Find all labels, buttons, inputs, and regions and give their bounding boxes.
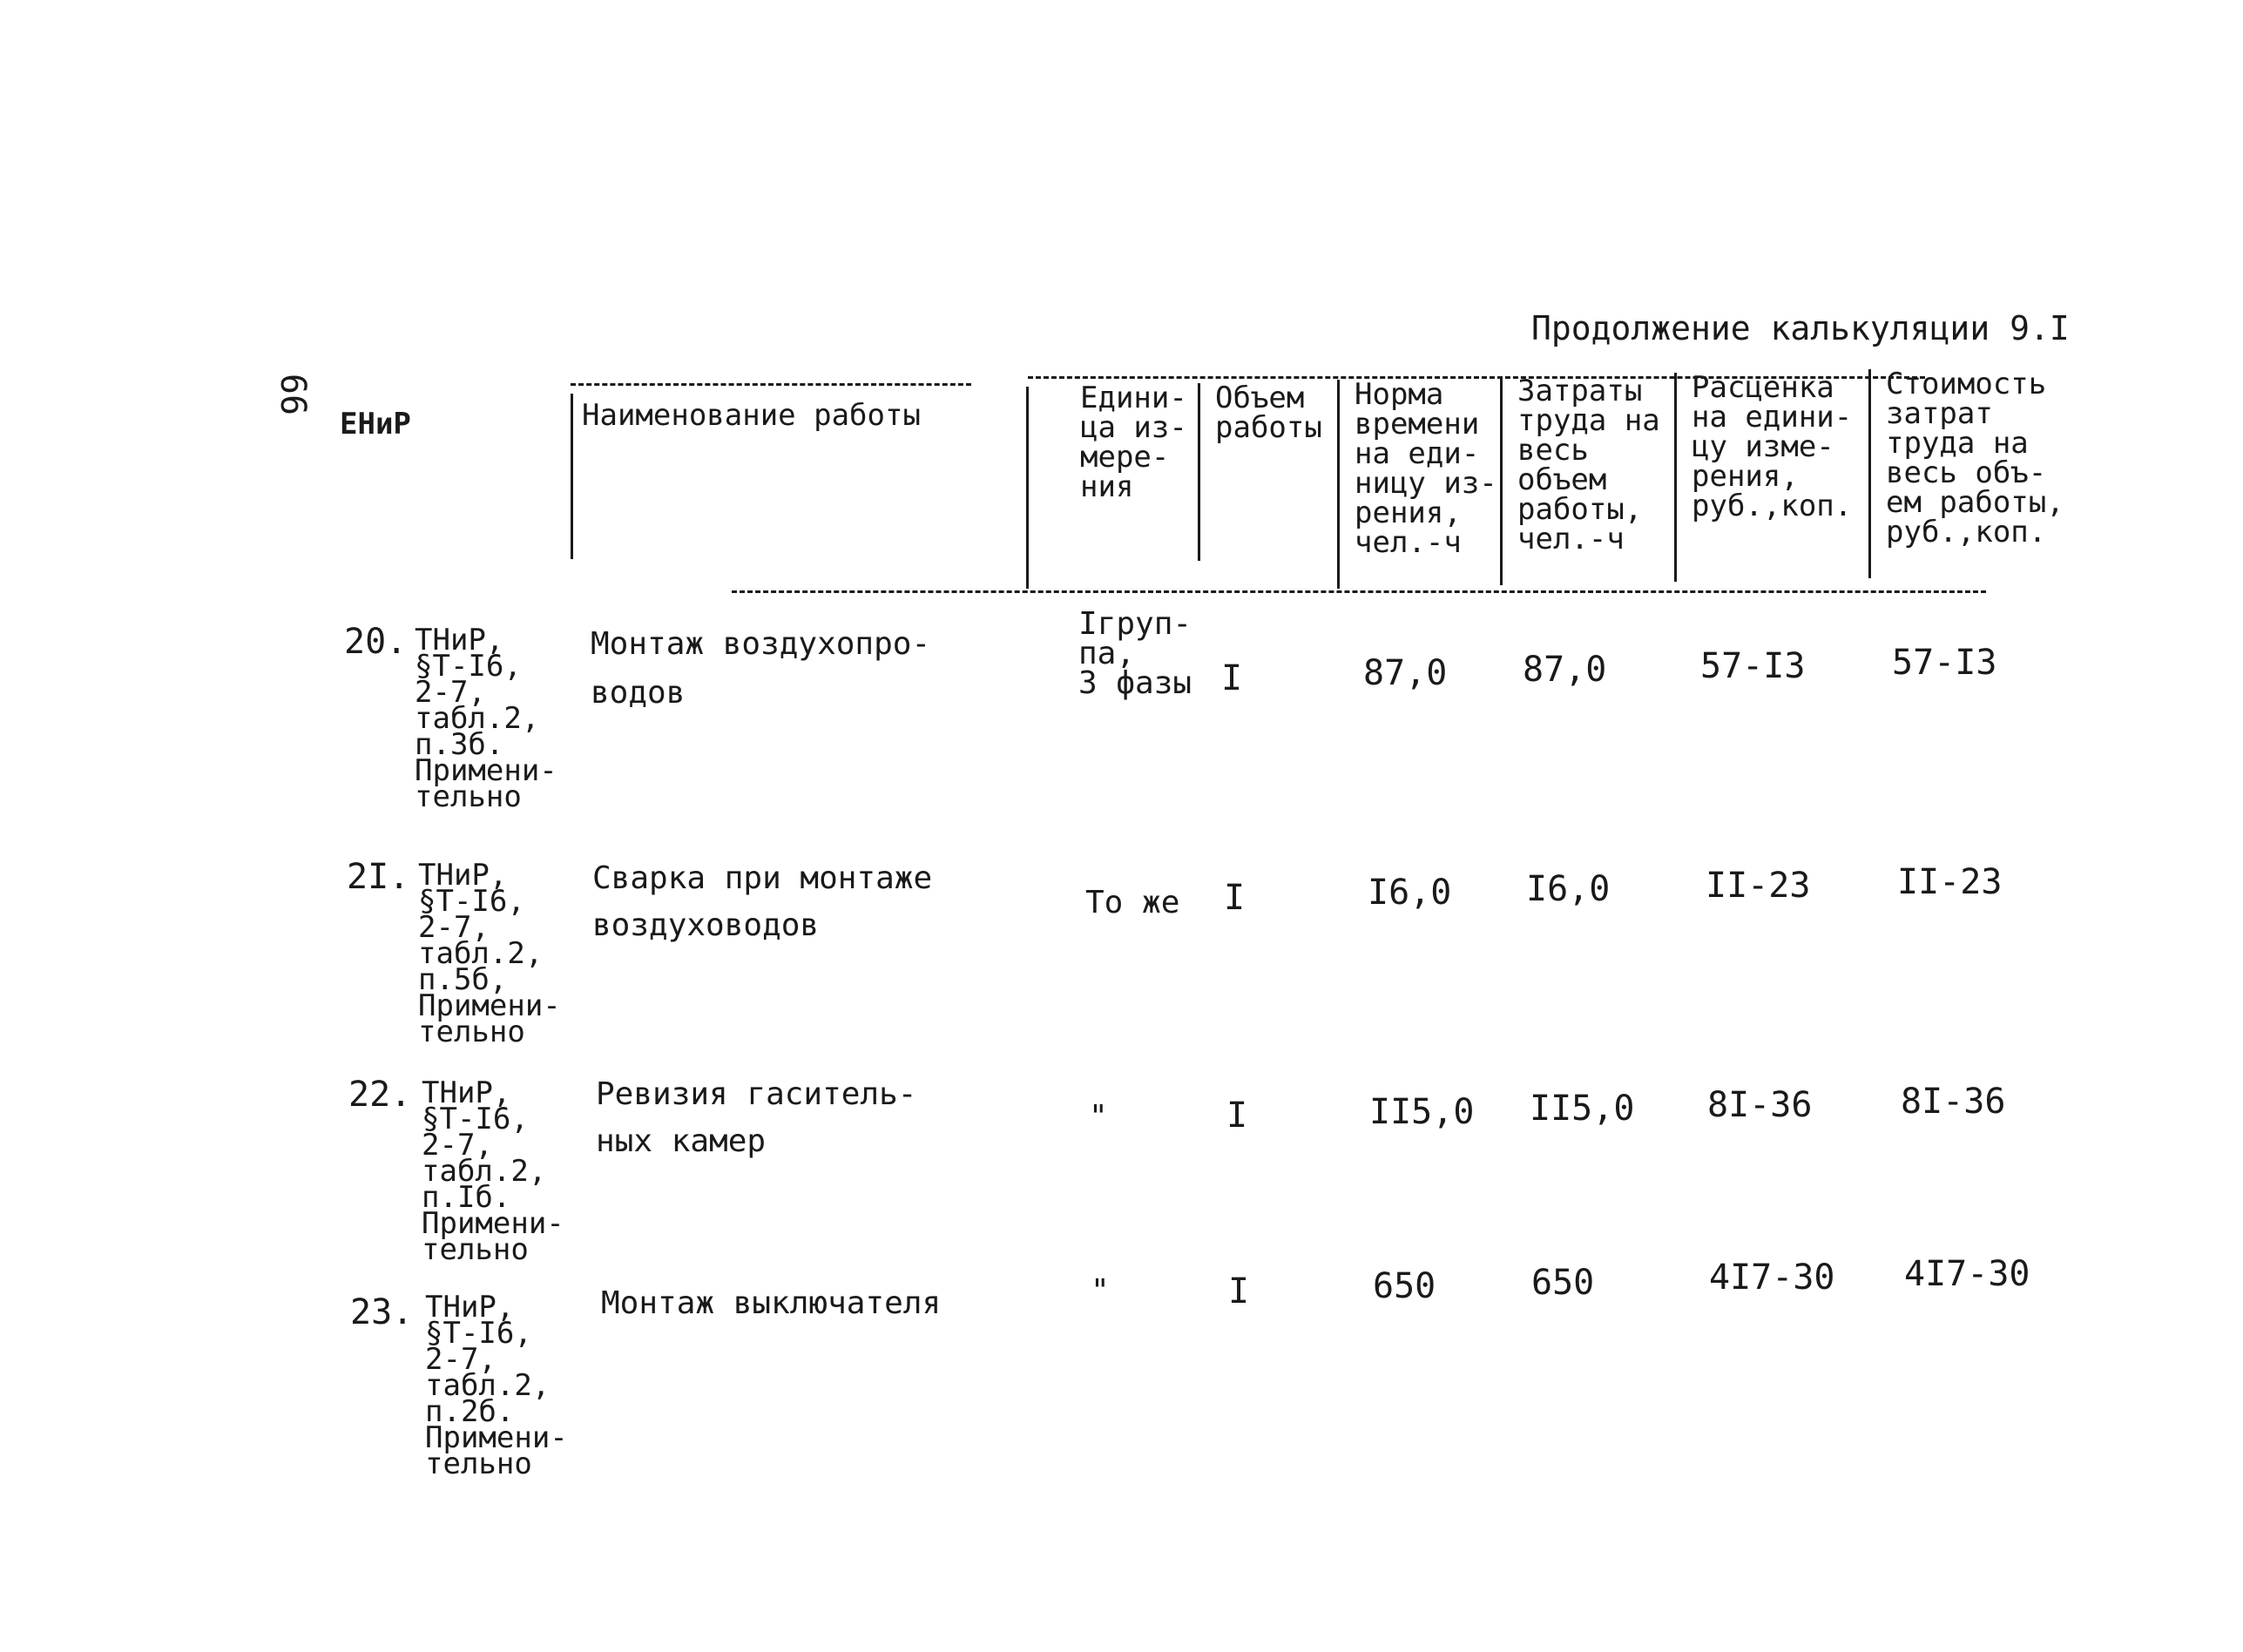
header-enir: ЕНиР <box>340 407 411 442</box>
header-unit: Едини- ца из- мере- ния <box>1080 381 1187 504</box>
row-unit: То же <box>1085 885 1180 920</box>
column-divider <box>1337 380 1340 589</box>
row-cost-total: 8I-36 <box>1901 1082 2006 1122</box>
row-labor-total: II5,0 <box>1530 1089 1635 1129</box>
row-volume: I <box>1224 878 1246 918</box>
header-bottom-rule <box>732 590 1986 593</box>
continuation-title: Продолжение калькуляции 9.I <box>1531 309 2070 347</box>
header-labor-total: Затраты труда на весь объем работы, чел.-ч <box>1517 374 1660 556</box>
column-divider <box>571 394 573 559</box>
row-time-norm: I6,0 <box>1368 873 1452 913</box>
row-rate: II-23 <box>1706 866 1811 906</box>
row-rate: 4I7-30 <box>1709 1258 1835 1298</box>
row-volume: I <box>1226 1096 1248 1136</box>
row-time-norm: 87,0 <box>1363 653 1448 693</box>
row-labor-total: 650 <box>1531 1263 1595 1303</box>
row-reference: ТНиР, §Т-I6, 2-7, табл.2, п.5б, Примени- тельно <box>418 858 561 1049</box>
row-labor-total: 87,0 <box>1523 650 1607 690</box>
header-volume: Объем работы <box>1215 381 1322 445</box>
row-labor-total: I6,0 <box>1526 869 1611 909</box>
row-rate: 8I-36 <box>1707 1085 1813 1125</box>
row-work-name: Монтаж выключателя <box>601 1285 942 1321</box>
row-number: 2I. <box>347 857 410 897</box>
column-divider <box>1674 373 1677 582</box>
row-cost-total: 57-I3 <box>1892 643 1997 683</box>
row-work-name: Сварка при монтаже воздуховодов <box>592 860 933 943</box>
header-rate: Расценка на едини- цу изме- рения, руб.,коп. <box>1692 370 1853 523</box>
row-time-norm: II5,0 <box>1369 1092 1475 1132</box>
row-unit: " <box>1089 1099 1108 1135</box>
row-reference: ТНиР, §Т-I6, 2-7, табл.2, п.Iб. Примени- тельно <box>422 1075 564 1267</box>
header-top-rule-right <box>1028 376 1925 379</box>
column-divider <box>1026 387 1029 589</box>
column-divider <box>1500 376 1503 585</box>
header-work-name: Наименование работы <box>582 398 921 433</box>
row-volume: I <box>1228 1271 1250 1311</box>
row-number: 23. <box>350 1292 414 1332</box>
row-unit: " <box>1091 1273 1110 1309</box>
column-divider <box>1868 369 1871 578</box>
row-reference: ТНиР, §Т-I6, 2-7, табл.2, п.2б. Примени- тельно <box>425 1290 568 1481</box>
row-number: 22. <box>348 1075 412 1115</box>
column-divider <box>1198 383 1200 561</box>
row-volume: I <box>1221 658 1243 698</box>
row-unit: Iгруп- па, 3 фазы <box>1078 606 1192 701</box>
row-rate: 57-I3 <box>1700 646 1806 686</box>
header-cost-total: Стоимость затрат труда на весь объ- ем работы, руб.,коп. <box>1886 367 2064 550</box>
row-number: 20. <box>344 622 408 662</box>
row-reference: ТНиР, §Т-I6, 2-7, табл.2, п.3б. Примени- тельно <box>415 623 557 814</box>
row-cost-total: 4I7-30 <box>1904 1254 2030 1294</box>
row-time-norm: 650 <box>1373 1266 1436 1306</box>
page-number: 66 <box>273 373 314 416</box>
header-time-norm: Норма времени на еди- ницу из- рения, чел.-ч <box>1355 377 1497 560</box>
row-work-name: Монтаж воздухопро- водов <box>591 626 931 711</box>
row-cost-total: II-23 <box>1897 862 2003 902</box>
header-top-rule <box>571 383 971 386</box>
row-work-name: Ревизия гаситель- ных камер <box>596 1076 917 1159</box>
